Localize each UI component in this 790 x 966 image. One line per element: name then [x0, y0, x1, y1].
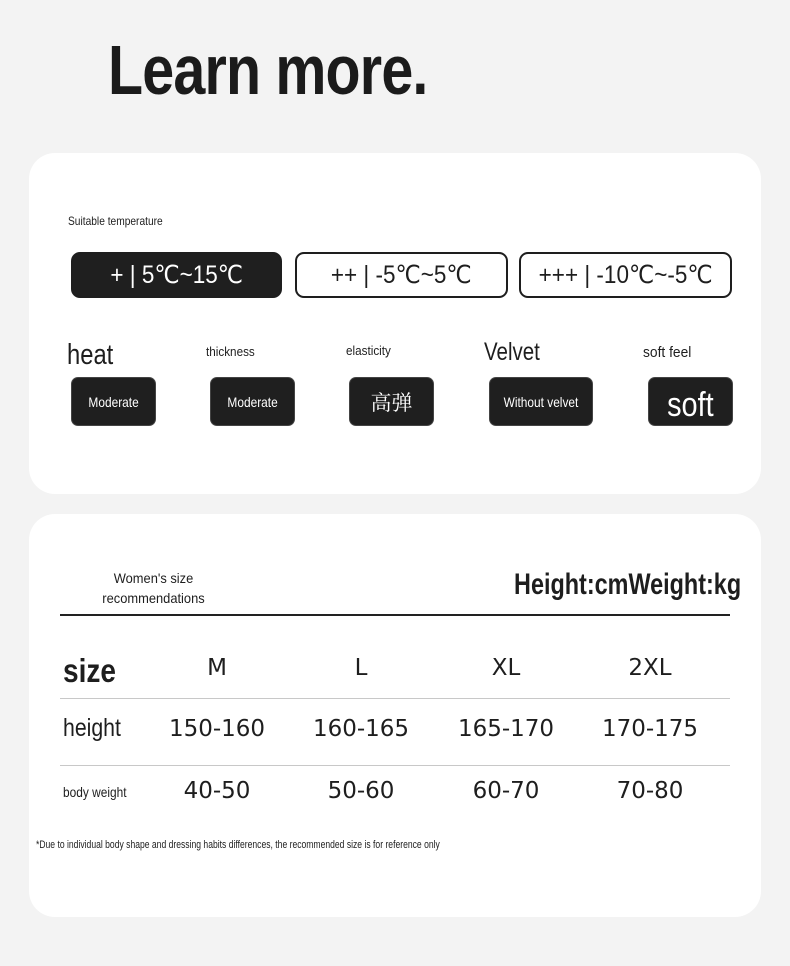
- temperature-option-1: [71, 252, 282, 298]
- attribute-value-soft-text: soft: [667, 386, 714, 424]
- row-label-height: height: [63, 714, 121, 742]
- weight-cell-xl: 60-70: [472, 778, 540, 804]
- attribute-value-soft: [648, 377, 733, 426]
- size-cell-l: L: [354, 655, 368, 681]
- row-divider: [60, 765, 730, 766]
- weight-cell-l: 50-60: [327, 778, 395, 804]
- row-divider: [60, 698, 730, 699]
- attribute-value-thickness-text: Moderate: [227, 393, 278, 410]
- temperature-option-1-text: + | 5℃~15℃: [110, 261, 243, 289]
- product-attributes-card: [29, 153, 761, 494]
- size-chart-card: [29, 514, 761, 917]
- attribute-value-elasticity-text: 高弹: [370, 390, 413, 415]
- height-cell-2xl: 170-175: [601, 716, 699, 742]
- temperature-label: Suitable temperature: [68, 214, 163, 228]
- units-label: Height:cmWeight:kg: [513, 568, 741, 601]
- size-cell-xl: XL: [491, 655, 521, 681]
- size-disclaimer: *Due to individual body shape and dressing habits differences, the recommended size is for reference only: [36, 839, 440, 851]
- attribute-value-thickness: [210, 377, 295, 426]
- attribute-value-velvet-text: Without velvet: [503, 393, 579, 410]
- attribute-value-heat-text: Moderate: [88, 393, 139, 410]
- row-label-body-weight: body weight: [63, 784, 127, 800]
- attribute-label-soft-feel: soft feel: [643, 344, 692, 361]
- page-title: Learn more.: [108, 31, 428, 109]
- temperature-option-3: [519, 252, 732, 298]
- height-cell-l: 160-165: [312, 716, 410, 742]
- size-cell-m: M: [207, 655, 227, 681]
- attribute-value-elasticity: [349, 377, 434, 426]
- height-cell-xl: 165-170: [457, 716, 555, 742]
- attribute-label-velvet: Velvet: [484, 338, 540, 366]
- size-table-title: Women's size recommendations: [102, 570, 205, 606]
- weight-cell-m: 40-50: [183, 778, 251, 804]
- attribute-value-velvet: [489, 377, 593, 426]
- temperature-option-2-text: ++ | -5℃~5℃: [331, 261, 472, 289]
- table-header-divider: [60, 614, 730, 616]
- attribute-label-elasticity: elasticity: [346, 343, 391, 358]
- temperature-option-2: [295, 252, 508, 298]
- height-cell-m: 150-160: [168, 716, 266, 742]
- attribute-label-thickness: thickness: [206, 344, 255, 359]
- attribute-value-heat: [71, 377, 156, 426]
- size-cell-2xl: 2XL: [628, 655, 672, 681]
- attribute-label-heat: heat: [67, 339, 114, 371]
- temperature-option-3-text: +++ | -10℃~-5℃: [538, 261, 713, 289]
- row-label-size: size: [63, 652, 117, 689]
- weight-cell-2xl: 70-80: [616, 778, 684, 804]
